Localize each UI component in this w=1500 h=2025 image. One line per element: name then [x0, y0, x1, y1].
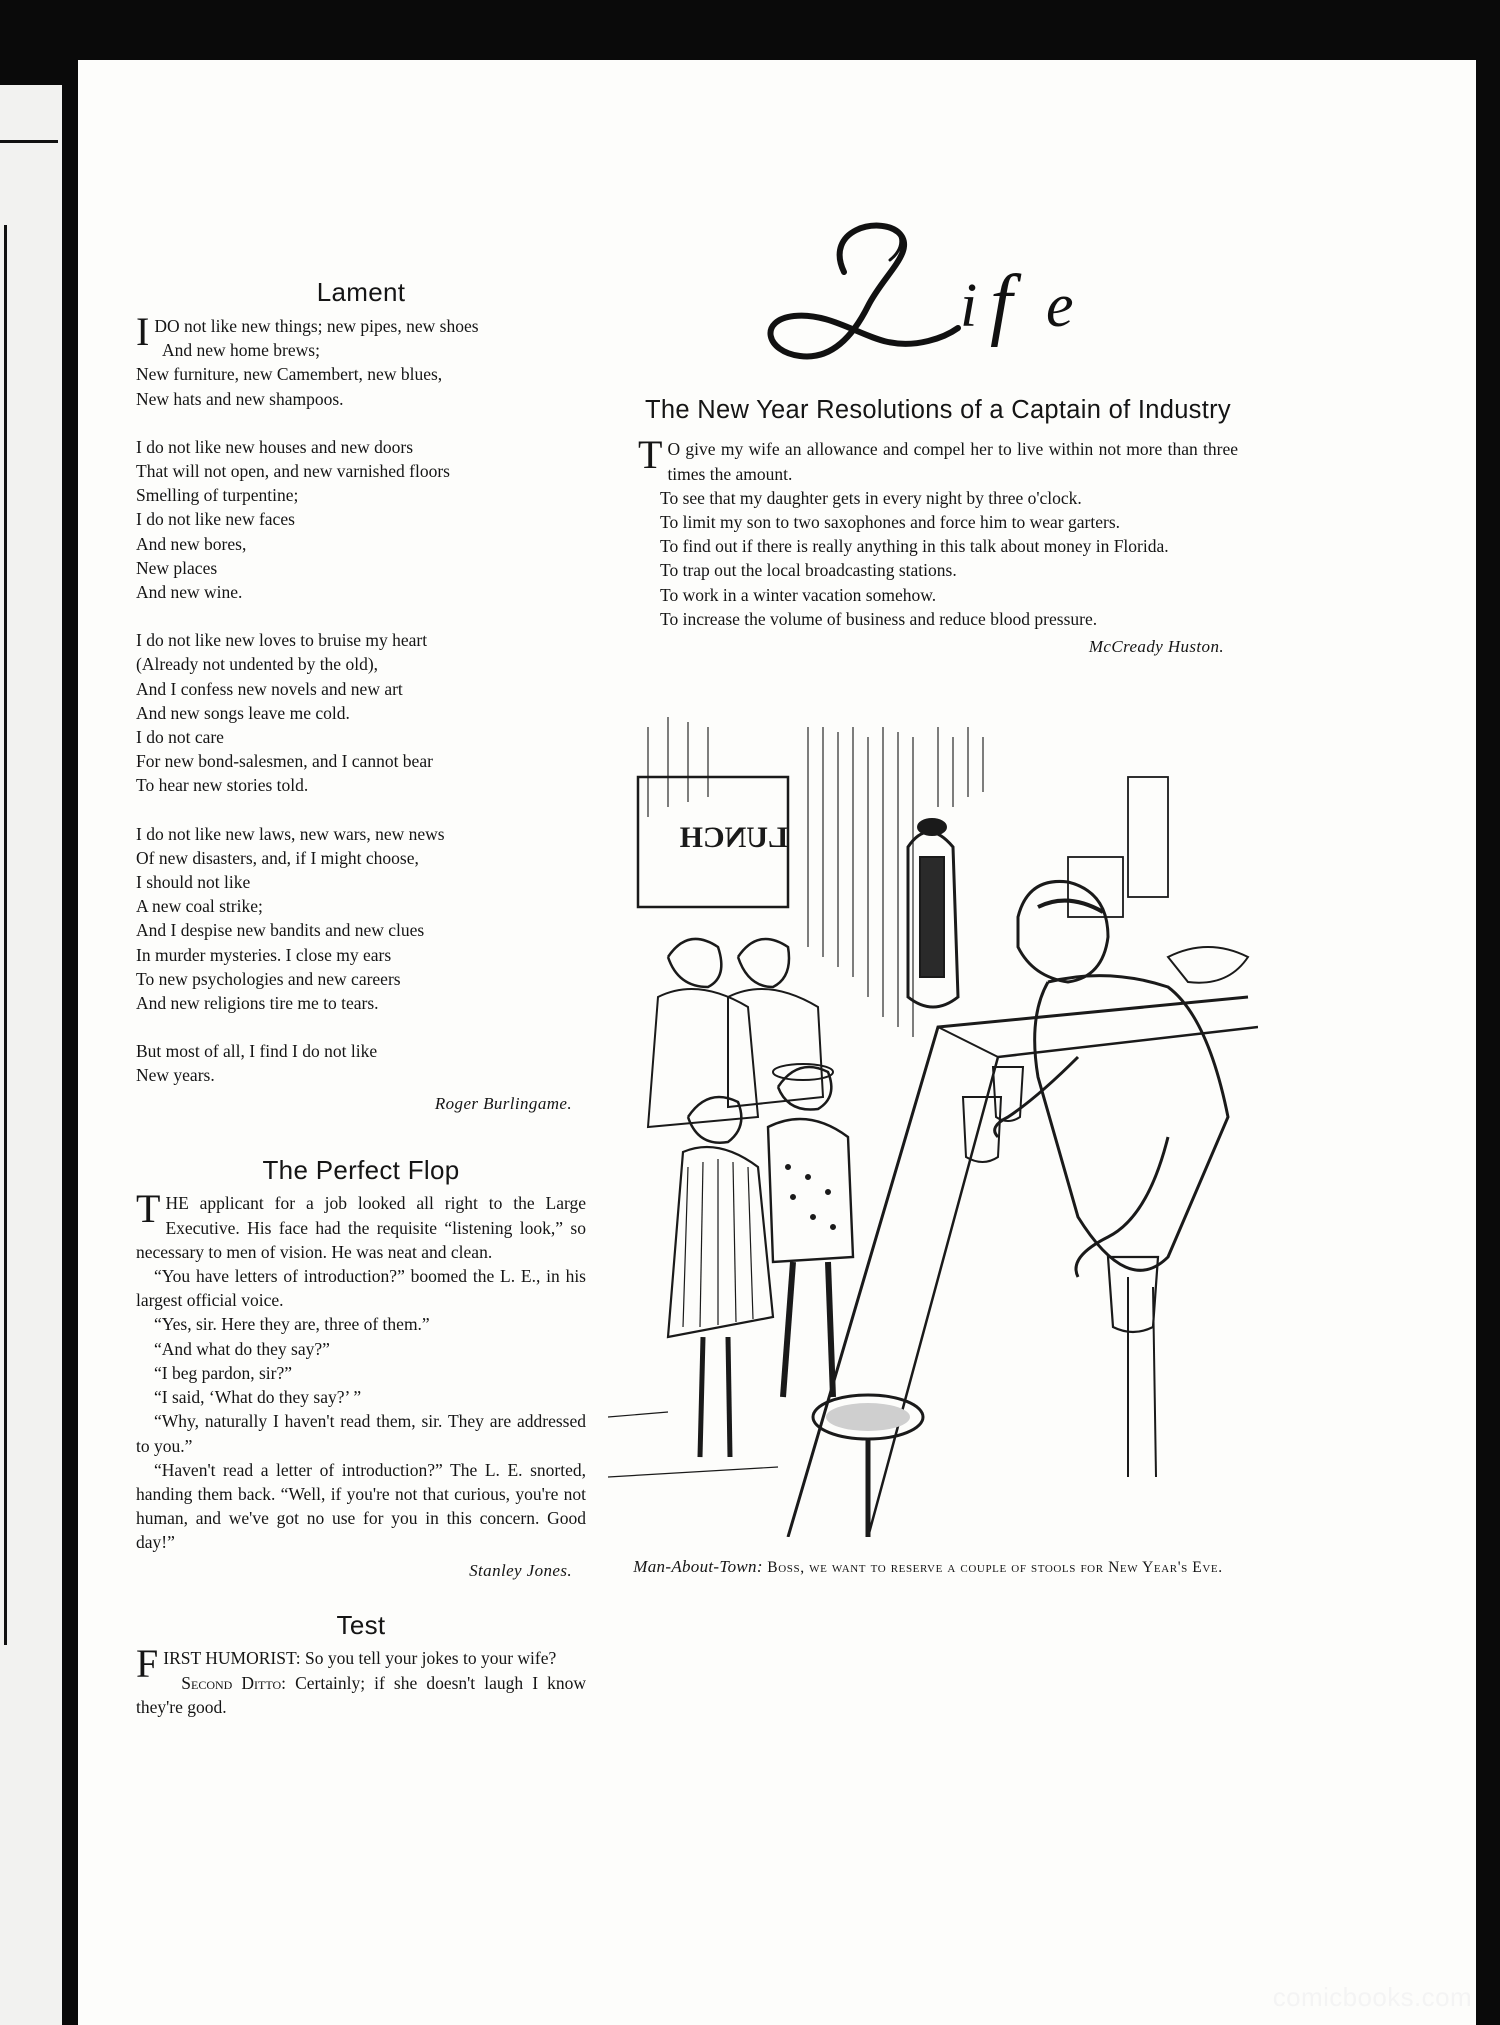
poem-line: New years. [136, 1065, 215, 1086]
resolutions-title: The New Year Resolutions of a Captain of Industry [645, 396, 1231, 424]
life-masthead-logo [748, 210, 1128, 370]
perfect-flop-title: The Perfect Flop [262, 1154, 460, 1185]
poem-line: To new psychologies and new careers [136, 968, 401, 989]
story-paragraph: “Why, naturally I haven't read them, sir. They are addressed to you.” [136, 1411, 586, 1456]
left-column [136, 278, 586, 1719]
resolution-item: T O give my wife an allowance and compel her to live within not more than three times the amount. [638, 432, 1238, 484]
lament-stanza-3 [136, 628, 586, 797]
joke-line: FIRST HUMORIST: So you tell your jokes to your wife? [136, 1641, 557, 1687]
poem-line: New hats and new shampoos. [136, 388, 344, 409]
adjacent-page-edge [0, 85, 62, 2025]
logo-text: Life [749, 211, 751, 212]
resolution-item: To increase the volume of business and reduce blood pressure. [660, 608, 1098, 629]
poem-line: I do not like new faces [136, 509, 295, 530]
resolution-item: To work in a winter vacation somehow. [660, 584, 937, 605]
poem-line: To hear new stories told. [136, 775, 309, 796]
story-paragraph: THE applicant for a job looked all right to the Large Executive. His face had the requisite “listening look,” so necessary to men of vision. He was neat and clean. [136, 1186, 586, 1262]
adjacent-page-border [4, 225, 7, 1645]
poem-line: A new coal strike; [136, 896, 263, 917]
resolutions-dropcap: T [638, 432, 663, 478]
lament-stanza-2 [136, 435, 586, 604]
svg-text:e: e [1046, 272, 1074, 340]
cartoon-caption [598, 1555, 1258, 1580]
poem-line: In murder mysteries. I close my ears [136, 944, 392, 965]
svg-text:i: i [960, 272, 978, 340]
resolutions-article [638, 396, 1238, 657]
resolutions-body [638, 432, 1238, 631]
joke-line: Second Ditto: Certainly; if she doesn't laugh I know they're good. [136, 1672, 586, 1717]
poem-line: But most of all, I find I do not like [136, 1041, 378, 1062]
poem-line: (Already not undented by the old), [136, 654, 379, 675]
story-paragraph: “And what do they say?” [154, 1338, 330, 1359]
story-paragraph: “I said, ‘What do they say?’ ” [154, 1387, 362, 1408]
poem-line: Smelling of turpentine; [136, 485, 299, 506]
perfect-flop-body [136, 1186, 586, 1554]
resolution-item: To trap out the local broadcasting stations. [660, 560, 957, 581]
logo-letters [960, 260, 1074, 348]
perfect-flop-author: Stanley Jones. [469, 1560, 572, 1580]
poem-line: For new bond-salesmen, and I cannot bear [136, 751, 433, 772]
site-watermark: comicbooks.com [1272, 1982, 1472, 2012]
resolution-item: To see that my daughter gets in every night by three o'clock. [660, 487, 1082, 508]
lament-stanza-4 [136, 822, 586, 1016]
poem-line: I do not like new loves to bruise my heart [136, 630, 428, 651]
resolution-item: To limit my son to two saxophones and force him to wear garters. [660, 511, 1120, 532]
caption-speaker: Man-About-Town: [633, 1556, 763, 1576]
joke-speaker: Second Ditto: [181, 1672, 286, 1693]
poem-line: I do not care [136, 726, 224, 747]
caption-speech: Boss, we want to reserve a couple of stools for New Year's Eve. [767, 1558, 1223, 1576]
poem-line: Of new disasters, and, if I might choose, [136, 847, 419, 868]
perfect-flop-dropcap: T [136, 1186, 161, 1232]
poem-line: And new bores, [136, 533, 247, 554]
magazine-page [78, 60, 1476, 2025]
poem-line: I do not like new laws, new wars, new news [136, 823, 445, 844]
test-joke [136, 1611, 586, 1720]
lunch-sign-mirrored: LUNCH [679, 820, 788, 854]
poem-line: That will not open, and new varnished floors [136, 460, 450, 481]
poem-line: New places [136, 557, 218, 578]
story-paragraph: “Yes, sir. Here they are, three of them.” [154, 1314, 430, 1335]
lament-author: Roger Burlingame. [434, 1093, 572, 1113]
lament-stanza-1 [136, 308, 586, 411]
poem-line: I should not like [136, 871, 251, 892]
poem-line: DO not like new things; new pipes, new shoes [154, 315, 479, 336]
poem-line: And new wine. [136, 581, 243, 602]
test-title: Test [336, 1609, 386, 1640]
lament-title: Lament [316, 277, 406, 307]
lament-body [136, 308, 586, 1088]
resolutions-author: McCready Huston. [1088, 636, 1224, 656]
resolution-item: To find out if there is really anything in this talk about money in Florida. [660, 536, 1169, 557]
lunch-counter-cartoon [608, 697, 1258, 1537]
story-paragraph: “Haven't read a letter of introduction?” The L. E. snorted, handing them back. “Well, if you're not that curious, you're not human, and we've got no use for you in this concern. Good day!” [136, 1459, 586, 1553]
poem-line: New furniture, new Camembert, new blues, [136, 364, 443, 385]
test-dropcap: F [136, 1641, 159, 1687]
poem-line: And I despise new bandits and new clues [136, 920, 425, 941]
adjacent-page-rule [0, 140, 58, 143]
svg-text:f: f [990, 260, 1013, 348]
story-paragraph: “You have letters of introduction?” boomed the L. E., in his largest official voice. [136, 1266, 586, 1311]
poem-line: And new religions tire me to tears. [136, 992, 379, 1013]
poem-line: And I confess new novels and new art [136, 678, 403, 699]
story-paragraph: “I beg pardon, sir?” [154, 1362, 292, 1383]
poem-line: And new home brews; [162, 340, 320, 361]
poem-line: And new songs leave me cold. [136, 702, 350, 723]
poem-line: I do not like new houses and new doors [136, 436, 414, 457]
perfect-flop-story [136, 1156, 586, 1581]
right-column [633, 210, 1238, 1580]
lament-poem [136, 278, 586, 1114]
lament-stanza-5 [136, 1039, 586, 1087]
lament-dropcap: I [136, 308, 150, 354]
test-body [136, 1641, 586, 1719]
